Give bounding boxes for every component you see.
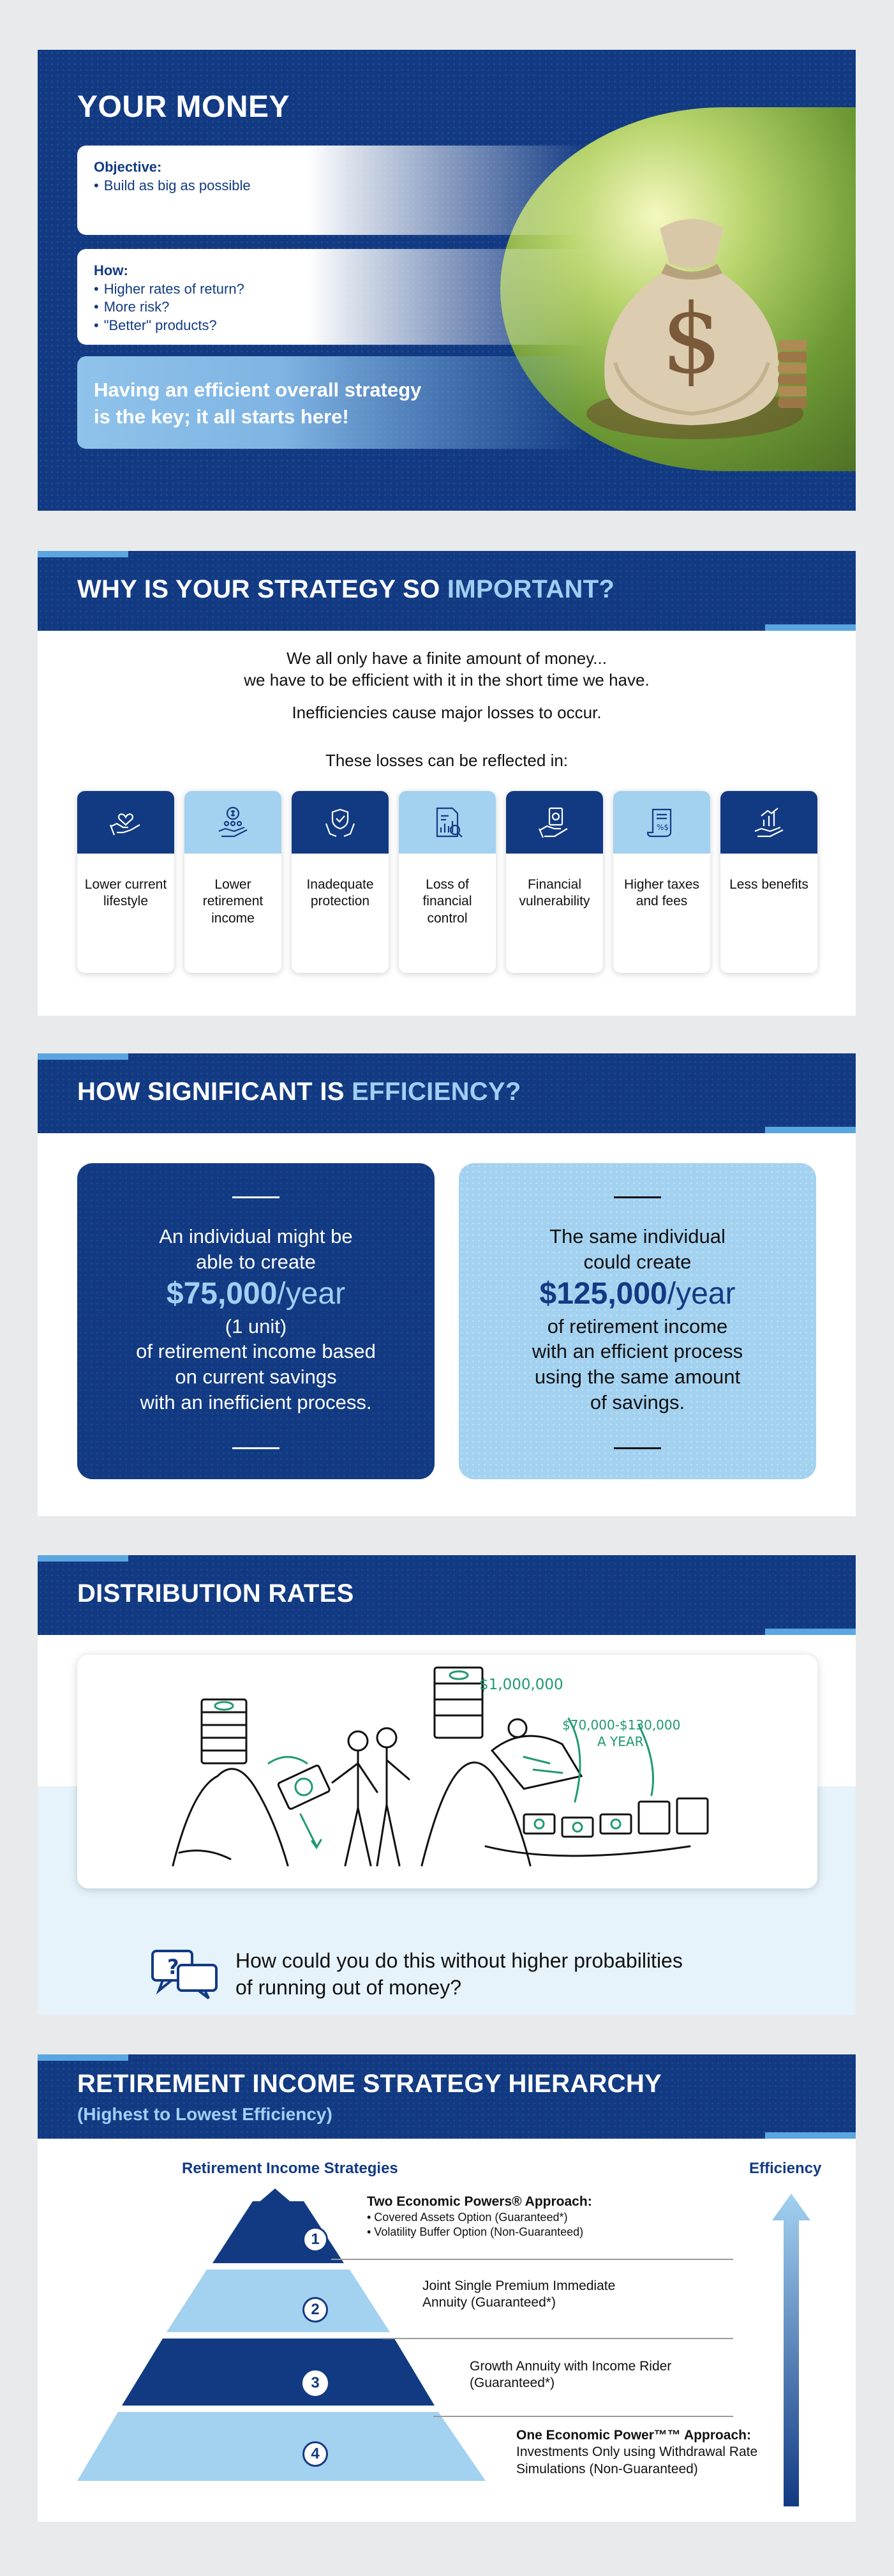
key-message-box — [77, 356, 588, 449]
hand-growth-icon — [751, 804, 787, 840]
slide-header — [38, 1555, 856, 1635]
loss-card — [184, 791, 281, 973]
scenario-line: of retirement income — [547, 1314, 728, 1337]
tax-scroll-icon — [644, 804, 680, 840]
slide-subtitle: (Highest to Lowest Efficiency) — [77, 2104, 332, 2124]
level-detail: Investments Only using Withdrawal Rate — [516, 2444, 758, 2460]
slide-title — [77, 575, 615, 604]
level-number: 4 — [302, 2441, 328, 2467]
title-main: WHY IS YOUR STRATEGY SO — [77, 575, 447, 603]
objective-box — [77, 146, 588, 235]
how-item: • More risk? — [94, 298, 571, 317]
hands-heart-icon — [108, 804, 144, 840]
slide-title: DISTRIBUTION RATES — [77, 1579, 354, 1608]
key-message-line: is the key; it all starts here! — [94, 405, 349, 428]
pyramid-level-2 — [167, 2270, 390, 2332]
slide-strategy-importance — [38, 551, 856, 1016]
income-amount: $125,000 — [539, 1277, 667, 1311]
inefficient-scenario-card — [77, 1163, 435, 1479]
loss-card — [292, 791, 389, 973]
intro-line: We all only have a finite amount of money... — [287, 649, 607, 668]
how-item: • "Better" products? — [94, 317, 571, 335]
scenario-line: An individual might be — [159, 1225, 353, 1247]
accent-bar — [38, 551, 128, 557]
slide-title — [77, 1078, 521, 1106]
intro-line: we have to be efficient with it in the short time we have. — [244, 670, 650, 689]
accent-bar — [38, 2054, 128, 2061]
slide-your-money — [38, 50, 856, 511]
intro-line: Inefficiencies cause major losses to occur. — [292, 703, 602, 722]
level-divider — [433, 2416, 733, 2417]
slide-title: RETIREMENT INCOME STRATEGY HIERARCHY — [77, 2070, 662, 2098]
card-icon-area — [292, 791, 389, 854]
card-label: Higher taxes and fees — [624, 877, 699, 909]
level-number: 1 — [302, 2227, 328, 2252]
level-title: Two Economic Powers® Approach: — [367, 2194, 592, 2209]
accent-bar — [38, 1555, 128, 1562]
level-detail: (Guaranteed*) — [470, 2376, 555, 2391]
accent-bar — [765, 1629, 856, 1635]
loss-card — [613, 791, 710, 973]
scenario-line: with an inefficient process. — [140, 1390, 372, 1413]
accent-bar — [765, 624, 856, 631]
annotation-total: $1,000,000 — [479, 1676, 563, 1693]
question-line: of running out of money? — [235, 1975, 462, 1999]
how-box — [77, 249, 588, 345]
loss-card — [506, 791, 603, 973]
pyramid-level-3 — [122, 2339, 435, 2406]
level-number: 2 — [302, 2297, 328, 2323]
intro-line: These losses can be reflected in: — [325, 751, 569, 770]
hand-money-icon — [537, 804, 572, 840]
how-label: How: — [94, 262, 128, 278]
title-accent: IMPORTANT? — [447, 575, 615, 603]
pyramid-level-4 — [77, 2412, 486, 2481]
key-message-line: Having an efficient overall strategy — [94, 379, 422, 401]
level-2-text — [422, 2278, 615, 2312]
money-bag-icon — [577, 203, 807, 446]
divider — [614, 1447, 661, 1449]
card-label: Lower retirement income — [202, 877, 264, 926]
title-main: HOW SIGNIFICANT IS — [77, 1078, 352, 1106]
card-label: Inadequate protection — [306, 877, 374, 909]
card-label: Loss of financial control — [422, 877, 472, 926]
sketch-illustration — [77, 1655, 817, 1888]
level-number: 3 — [302, 2370, 328, 2396]
pyramid-apex — [253, 2188, 297, 2208]
level-detail: Growth Annuity with Income Rider — [470, 2359, 672, 2374]
efficiency-label: Efficiency — [749, 2160, 822, 2177]
divider — [232, 1447, 279, 1449]
card-label: Lower current lifestyle — [84, 877, 167, 909]
objective-item: • Build as big as possible — [94, 177, 571, 195]
slide-distribution-rates — [38, 1555, 856, 2015]
title-accent: EFFICIENCY? — [352, 1078, 521, 1106]
scenario-line: with an efficient process — [532, 1340, 743, 1363]
scenario-line: of retirement income based — [136, 1340, 376, 1363]
level-detail: • Volatility Buffer Option (Non-Guaranteed) — [367, 2225, 584, 2238]
loss-card — [399, 791, 496, 973]
income-amount: $75,000 — [166, 1277, 278, 1311]
divider — [614, 1196, 661, 1198]
column-title: Retirement Income Strategies — [182, 2160, 398, 2177]
loss-card — [77, 791, 174, 973]
scenario-line: of savings. — [590, 1390, 685, 1413]
svg-text:$: $ — [661, 284, 722, 395]
efficient-scenario-card — [459, 1163, 816, 1479]
card-icon-area — [613, 791, 710, 854]
question-text — [235, 1948, 810, 2001]
intro-text — [38, 648, 856, 691]
accent-bar — [38, 1053, 128, 1060]
scenario-line: (1 unit) — [225, 1314, 287, 1337]
card-icon-area — [77, 791, 174, 854]
card-label: Financial vulnerability — [519, 877, 590, 909]
level-4-text — [516, 2427, 757, 2478]
level-1-text — [367, 2194, 592, 2239]
income-unit: /year — [667, 1277, 736, 1311]
question-chat-icon — [150, 1948, 220, 2000]
objective-label: Objective: — [94, 159, 162, 175]
svg-text:?: ? — [167, 1955, 179, 1979]
hand-coins-icon — [215, 804, 251, 840]
accent-bar — [765, 2132, 856, 2139]
level-divider — [331, 2259, 733, 2260]
annotation-range: $70,000-$130,000 — [562, 1717, 681, 1733]
level-detail: Annuity (Guaranteed*) — [422, 2295, 556, 2310]
level-divider — [382, 2338, 733, 2339]
efficiency-arrow-icon — [772, 2194, 810, 2506]
level-detail: Joint Single Premium Immediate — [422, 2278, 616, 2293]
level-3-text — [470, 2358, 671, 2392]
hands-shield-icon — [322, 804, 358, 840]
scenario-line: on current savings — [175, 1366, 337, 1389]
card-icon-area — [399, 791, 496, 854]
slide-title: YOUR MONEY — [77, 90, 290, 124]
question-line: How could you do this without higher probabilities — [235, 1949, 683, 1972]
distribution-illustration — [77, 1655, 817, 1888]
how-item: • Higher rates of return? — [94, 280, 571, 299]
scenario-text — [484, 1224, 791, 1415]
scenario-line: The same individual — [549, 1225, 726, 1247]
income-unit: /year — [277, 1277, 346, 1311]
level-detail: Simulations (Non-Guaranteed) — [516, 2461, 698, 2476]
scenario-line: using the same amount — [534, 1366, 741, 1389]
divider — [232, 1196, 279, 1198]
card-icon-area — [720, 791, 817, 854]
card-label: Less benefits — [729, 877, 808, 892]
card-icon-area — [506, 791, 603, 854]
level-title: One Economic Power™™ Approach: — [516, 2428, 751, 2443]
scenario-line: could create — [583, 1250, 692, 1273]
slide-efficiency — [38, 1053, 856, 1516]
loss-card — [720, 791, 817, 973]
slide-header — [38, 1053, 856, 1133]
card-icon-area — [184, 791, 281, 854]
scenario-text — [103, 1224, 409, 1415]
slide-header — [38, 551, 856, 631]
accent-bar — [765, 1127, 856, 1133]
slide-header — [38, 2054, 856, 2139]
annotation-year: A YEAR — [597, 1734, 644, 1749]
level-detail: • Covered Assets Option (Guaranteed*) — [367, 2211, 568, 2224]
document-chart-icon — [429, 804, 465, 840]
loss-cards — [77, 791, 817, 973]
slide-strategy-hierarchy — [38, 2054, 856, 2522]
svg-text:%$: %$ — [657, 823, 669, 832]
scenario-line: able to create — [196, 1250, 316, 1273]
